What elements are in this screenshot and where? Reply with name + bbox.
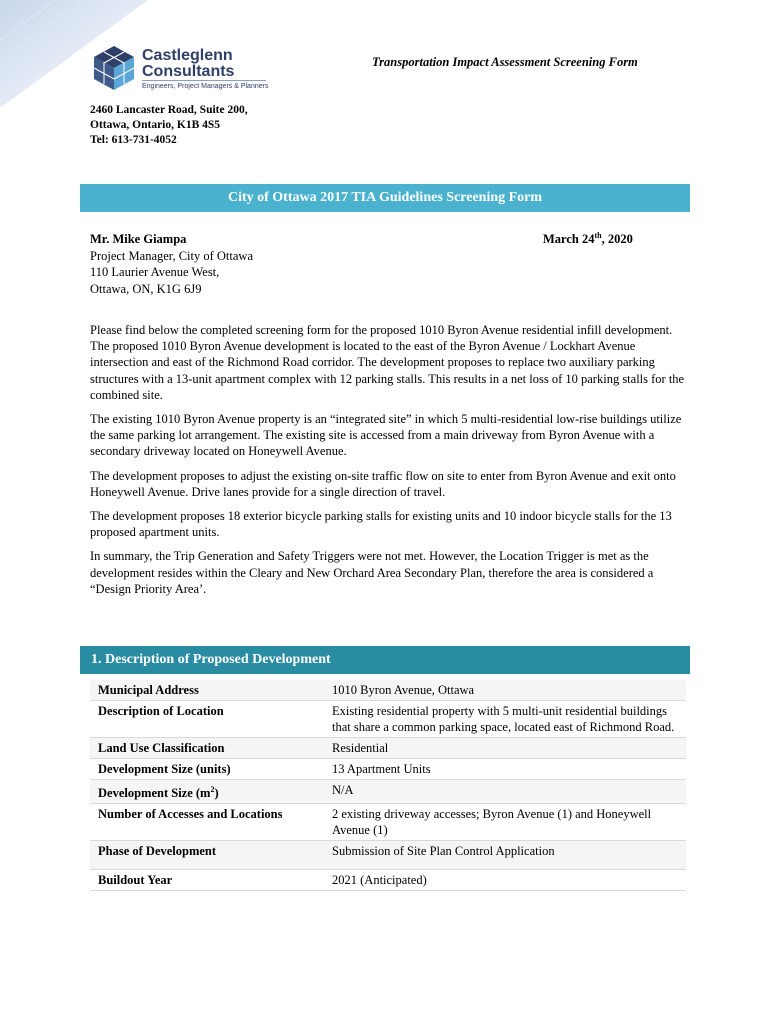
paragraph: The development proposes to adjust the existing on-site traffic flow on site to enter from Byron Avenue and exit onto Honeywell Avenue. Drive lanes provide for a single direction of travel. [90,468,676,499]
table-row [90,701,686,738]
table-row [90,841,686,870]
company-address: 2460 Lancaster Road, Suite 200, Ottawa, Ontario, K1B 4S5 Tel: 613-731-4052 [90,104,248,146]
recipient-block [90,231,253,297]
recipient-name: Mr. Mike Giampa [90,232,187,246]
table-row [90,780,686,804]
row-label: Buildout Year [98,873,173,888]
table-row [90,738,686,759]
table-row [90,759,686,780]
date-year: , 2020 [601,232,633,247]
table-row [90,804,686,841]
recipient-title: Project Manager, City of Ottawa [90,248,253,263]
table-row [90,680,686,701]
row-value: 2021 (Anticipated) [332,873,427,888]
company-logo [90,42,270,94]
row-value: 2 existing driveway accesses; Byron Avenue (1) and Honeywell Avenue (1) [332,807,652,838]
row-label: Phase of Development [98,844,217,859]
row-value: Residential [332,741,389,755]
row-value: Submission of Site Plan Control Application [332,844,555,859]
recipient-city: Ottawa, ON, K1G 6J9 [90,281,202,296]
paragraph: The development proposes 18 exterior bicycle parking stalls for existing units and 10 indoor bicycle stalls for the 13 proposed apartment units. [90,509,672,540]
row-label: Development Size (units) [98,762,231,776]
row-label: Land Use Classification [98,741,225,755]
paragraph: The existing 1010 Byron Avenue property is an “integrated site” in which 5 multi-residential low-rise buildings utilize the same parking lot arrangement. The existing site is accessed from a main driveway from Byron Avenue with a secondary driveway located on Honeywell Avenue. [90,412,682,459]
row-value: 13 Apartment Units [332,762,431,776]
row-value: Existing residential property with 5 multi-unit residential buildings that share a common parking space, located east of Richmond Road. [332,704,675,734]
letter-body [90,322,690,605]
date-day: March 24 [543,232,595,247]
date-suffix: th [594,231,602,240]
row-label-text: Development Size (m [98,786,211,801]
logo-divider [142,80,266,81]
row-label-end: ) [214,786,219,801]
development-table [90,680,686,891]
form-banner: City of Ottawa 2017 TIA Guidelines Screening Form [80,184,690,212]
paragraph: Please find below the completed screening form for the proposed 1010 Byron Avenue residential infill development. The proposed 1010 Byron Avenue development is located to the east of the Byron Avenue / Lockhart Avenue intersection and east of the Richmond Road corridor. The development proposes to replace two auxiliary parking structures with a 13-unit apartment complex with 12 parking stalls. This results in a net loss of 10 parking stalls for the combined site. [90,323,685,402]
recipient-street: 110 Laurier Avenue West, [90,265,220,279]
table-row [90,870,686,891]
row-label [90,780,332,803]
company-name: Castleglenn Consultants [142,47,235,80]
letter-date [543,231,633,247]
row-value: 1010 Byron Avenue, Ottawa [332,683,475,697]
logo-cube-icon [90,44,138,92]
row-label: Description of Location [98,704,224,718]
row-label-superscript: 2 [210,785,215,794]
section-title: 1. Description of Proposed Development [80,646,690,674]
row-value: N/A [332,783,354,797]
company-tagline: Engineers, Project Managers & Planners [142,83,269,90]
paragraph: In summary, the Trip Generation and Safety Triggers were not met. However, the Location Trigger is met as the development resides within the Cleary and New Orchard Area Secondary Plan, therefore the area is considered a “Design Priority Area’. [90,549,654,596]
row-label: Municipal Address [98,683,199,697]
row-label: Number of Accesses and Locations [98,807,283,822]
form-title: Transportation Impact Assessment Screening Form [372,55,638,69]
